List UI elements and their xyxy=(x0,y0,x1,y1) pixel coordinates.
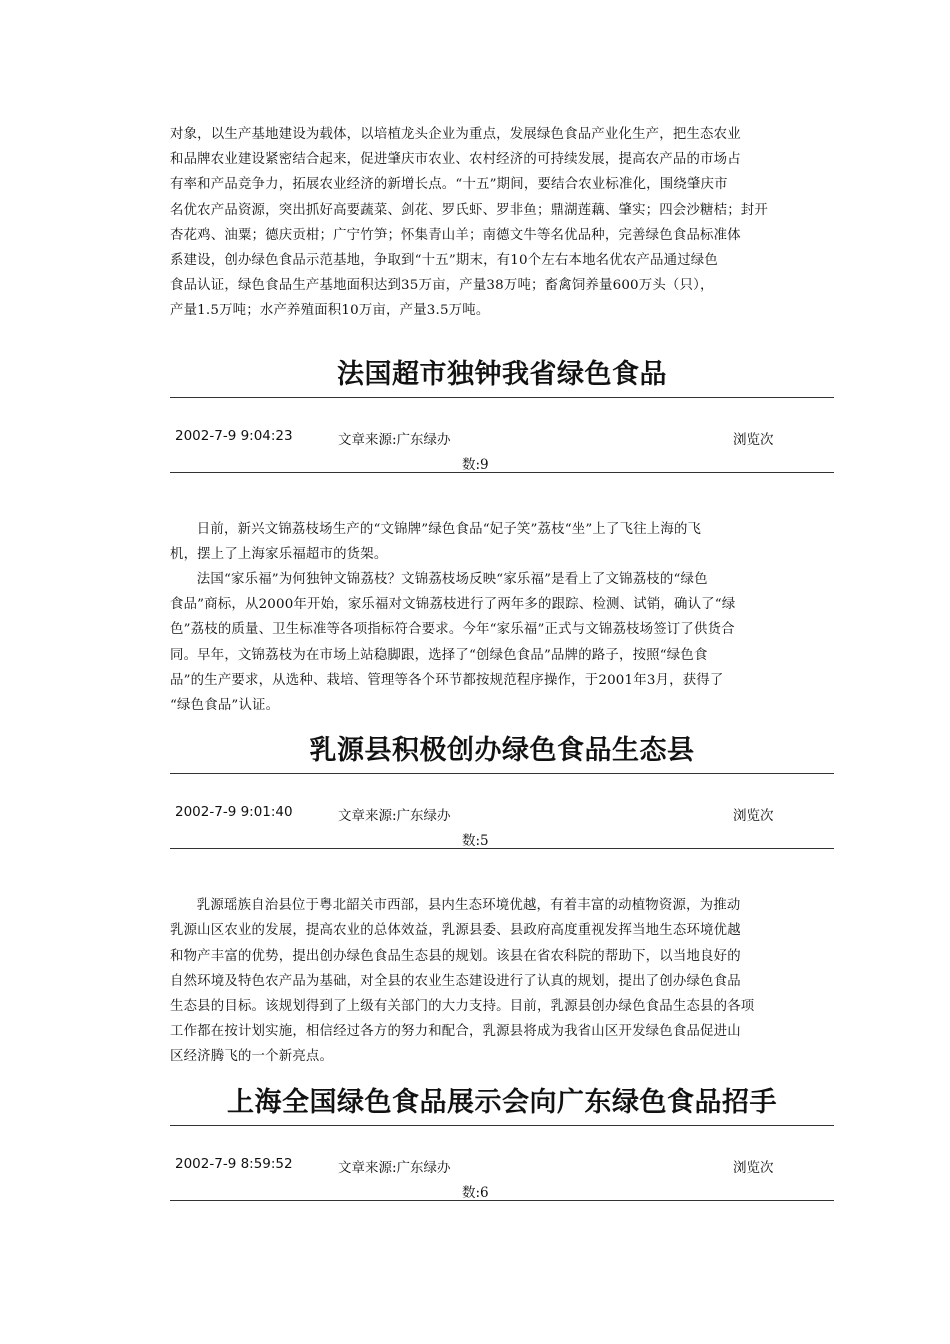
article-title: 上海全国绿色食品展示会向广东绿色食品招手 xyxy=(170,1080,834,1126)
text-line: 有率和产品竞争力，拓展农业经济的新增长点。“十五”期间，要结合农业标准化，围绕肇庆市 xyxy=(170,177,728,193)
text-line: 乳源瑶族自治县位于粤北韶关市西部，县内生态环境优越，有着丰富的动植物资源，为推动 xyxy=(196,898,741,914)
article-source: 文章来源:广东绿办 xyxy=(338,431,451,448)
text-line: 区经济腾飞的一个新亮点。 xyxy=(170,1049,334,1065)
article-source: 文章来源:广东绿办 xyxy=(338,808,451,825)
article-title: 法国超市独钟我省绿色食品 xyxy=(170,352,834,398)
article-meta xyxy=(170,1126,834,1201)
article-title: 乳源县积极创办绿色食品生态县 xyxy=(170,728,834,774)
article-views-label: 浏览次 xyxy=(733,808,774,825)
text-line: 日前，新兴文锦荔枝场生产的“文锦牌”绿色食品“妃子笑”荔枝“坐”上了飞往上海的飞 xyxy=(196,521,702,537)
article-meta xyxy=(170,398,834,473)
text-line: 杏花鸡、油粟；德庆贡柑；广宁竹笋；怀集青山羊；南德文牛等名优品种，完善绿色食品标准体 xyxy=(170,227,741,243)
article-views-count: 数:6 xyxy=(462,1184,489,1201)
text-line: 对象，以生产基地建设为载体，以培植龙头企业为重点，发展绿色食品产业化生产，把生态农业 xyxy=(170,127,741,142)
text-line: 同。早年，文锦荔枝为在市场上站稳脚跟，选择了“创绿色食品”品牌的路子，按照“绿色食 xyxy=(170,647,708,663)
text-line: 名优农产品资源，突出抓好高要蔬菜、剑花、罗氏虾、罗非鱼；鼎湖莲藕、肇实；四会沙糖桔；封开 xyxy=(170,202,768,218)
text-line: “绿色食品”认证。 xyxy=(170,698,280,714)
article-date: 2002-7-9 9:01:40 xyxy=(175,804,293,821)
text-line: 自然环境及特色农产品为基础，对全县的农业生态建设进行了认真的规划，提出了创办绿色食品 xyxy=(170,973,741,989)
article-date: 2002-7-9 8:59:52 xyxy=(175,1155,293,1172)
text-line: 色”荔枝的质量、卫生标准等各项指标符合要求。今年“家乐福”正式与文锦荔枝场签订了供货合 xyxy=(170,622,735,638)
document-page xyxy=(170,122,834,1201)
article-meta xyxy=(170,774,834,849)
article-paragraph xyxy=(170,567,780,718)
article-body xyxy=(170,517,834,719)
text-line: 法国“家乐福”为何独钟文锦荔枝？文锦荔枝场反映“家乐福”是看上了文锦荔枝的“绿色 xyxy=(196,572,708,588)
article-views-label: 浏览次 xyxy=(733,1159,774,1176)
text-line: 机，摆上了上海家乐福超市的货架。 xyxy=(170,546,388,562)
article-body xyxy=(170,893,834,1069)
article xyxy=(170,352,834,719)
article xyxy=(170,1080,834,1201)
article-paragraph xyxy=(170,517,780,567)
article-source: 文章来源:广东绿办 xyxy=(338,1159,451,1176)
text-line: 食品”商标，从2000年开始，家乐福对文锦荔枝进行了两年多的跟踪、检测、试销，确认了“绿 xyxy=(170,597,736,613)
text-line: 和物产丰富的优势，提出创办绿色食品生态县的规划。该县在省农科院的帮助下，以当地良好的 xyxy=(170,948,741,964)
text-line: 生态县的目标。该规划得到了上级有关部门的大力支持。目前，乳源县创办绿色食品生态县的各项 xyxy=(170,999,755,1015)
article-views-count: 数:9 xyxy=(462,456,489,473)
text-line: 和品牌农业建设紧密结合起来，促进肇庆市农业、农村经济的可持续发展，提高农产品的市场占 xyxy=(170,152,741,168)
article-date: 2002-7-9 9:04:23 xyxy=(175,427,293,444)
article xyxy=(170,728,834,1069)
article-views-count: 数:5 xyxy=(462,833,489,850)
text-line: 工作都在按计划实施，相信经过各方的努力和配合，乳源县将成为我省山区开发绿色食品促进山 xyxy=(170,1024,741,1040)
intro-paragraph xyxy=(170,122,780,324)
text-line: 系建设，创办绿色食品示范基地，争取到“十五”期末，有10个左右本地名优农产品通过绿色 xyxy=(170,253,718,269)
text-line: 食品认证，绿色食品生产基地面积达到35万亩，产量38万吨；畜禽饲养量600万头（只）， xyxy=(170,278,714,294)
article-paragraph xyxy=(170,893,780,1069)
article-views-label: 浏览次 xyxy=(733,431,774,448)
text-line: 乳源山区农业的发展，提高农业的总体效益，乳源县委、县政府高度重视发挥当地生态环境优越 xyxy=(170,923,741,939)
text-line: 品”的生产要求，从选种、栽培、管理等各个环节都按规范程序操作，于2001年3月，获得了 xyxy=(170,672,724,688)
text-line: 产量1.5万吨；水产养殖面积10万亩，产量3.5万吨。 xyxy=(170,303,490,319)
